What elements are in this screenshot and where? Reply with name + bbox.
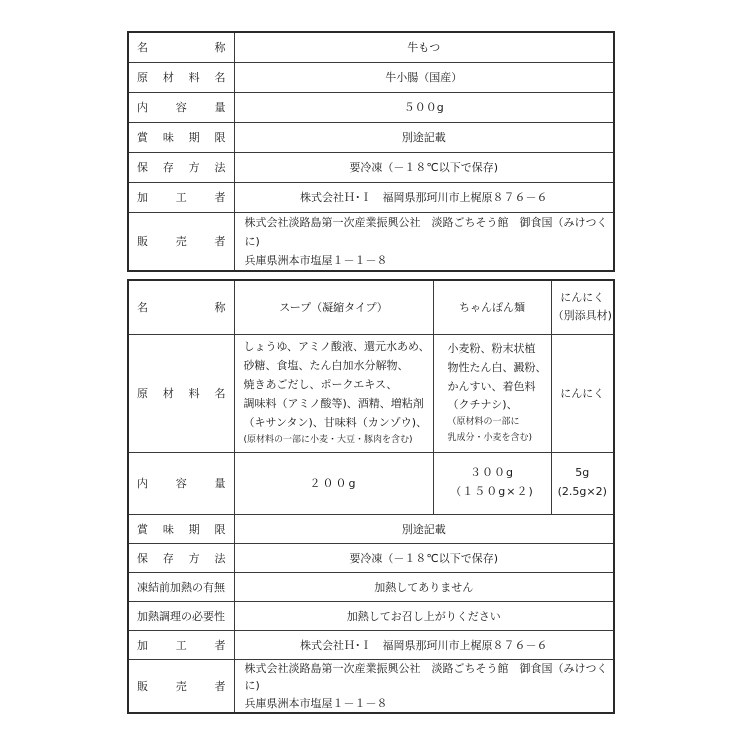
seller-line-2: 兵庫県洲本市塩屋１－１－８ <box>244 254 388 267</box>
noodle-amount <box>433 452 551 514</box>
garlic-amount-line-1: 5g <box>575 466 590 480</box>
row-label <box>128 152 234 182</box>
product-label-table-2 <box>127 279 615 714</box>
noodle-ingredient-line: かんすい、着色料 <box>447 379 536 393</box>
seller-line-1: 株式会社淡路島第一次産業振興公社 淡路ごちそう館 御食国（みけつくに) <box>244 661 608 693</box>
row-label <box>128 32 234 62</box>
garlic-ingredients: にんにく <box>551 334 614 452</box>
row-value: 別途記載 <box>234 122 614 152</box>
garlic-amount-line-2: (2.5g×2) <box>557 485 607 498</box>
noodle-ingredient-line: （クチナシ)、 <box>447 398 518 412</box>
noodle-header: ちゃんぽん麺 <box>433 280 551 334</box>
row-value: 要冷凍（－１８℃以下で保存) <box>234 152 614 182</box>
noodle-ingredient-line: 小麦粉、粉末状植 <box>447 341 536 355</box>
row-label <box>128 334 234 452</box>
justified-label: 加 工 者 <box>137 638 226 652</box>
row-label <box>128 62 234 92</box>
justified-label: 名 称 <box>137 41 226 55</box>
soup-allergen-note: (原材料の一部に小麦・大豆・豚肉を含む) <box>243 434 413 445</box>
row-value: 株式会社Ｈ･Ｉ 福岡県那珂川市上梶原８７６－６ <box>234 182 614 212</box>
row-heated-before-freezing <box>128 572 614 601</box>
justified-label: 名 称 <box>137 301 226 315</box>
soup-ingredient-line: 焼きあごだし、ポークエキス、 <box>243 377 398 391</box>
noodle-ingredients <box>433 334 551 452</box>
garlic-header-line-2: （別添具材) <box>552 309 612 323</box>
noodle-allergen-note-1: （原材料の一部に <box>447 417 520 428</box>
row-best-before <box>128 122 614 152</box>
row-ingredients <box>128 334 614 452</box>
row-processor <box>128 182 614 212</box>
soup-amount: ２００g <box>234 452 433 514</box>
noodle-ingredient-line: 物性たん白、澱粉、 <box>447 360 547 374</box>
justified-label: 加 工 者 <box>137 191 226 204</box>
noodle-amount-line-2: （１５０g×２) <box>450 485 534 498</box>
soup-ingredient-line: （キサンタン)、甘味料（カンゾウ)、 <box>243 415 428 429</box>
product-label-table-1 <box>127 31 615 272</box>
garlic-amount <box>551 452 614 514</box>
row-value <box>234 659 614 713</box>
row-value: 牛小腸（国産） <box>234 62 614 92</box>
row-ingredients <box>128 62 614 92</box>
row-cooking-required <box>128 601 614 630</box>
row-value <box>234 212 614 271</box>
justified-label: 保 存 方 法 <box>137 161 226 174</box>
row-label <box>128 122 234 152</box>
row-amount <box>128 452 614 514</box>
row-value: 要冷凍（－１８℃以下で保存) <box>234 543 614 572</box>
row-value: 別途記載 <box>234 514 614 543</box>
row-label <box>128 659 234 713</box>
justified-label: 販 売 者 <box>137 235 226 249</box>
row-storage <box>128 543 614 572</box>
justified-label: 賞 味 期 限 <box>137 522 226 536</box>
row-label <box>128 543 234 572</box>
row-label <box>128 452 234 514</box>
row-processor <box>128 630 614 659</box>
noodle-amount-line-1: ３００g <box>470 466 514 480</box>
row-seller <box>128 212 614 271</box>
row-name <box>128 280 614 334</box>
row-label <box>128 212 234 271</box>
row-value: 牛もつ <box>234 32 614 62</box>
row-value: 加熱してお召し上がりください <box>234 601 614 630</box>
row-seller <box>128 659 614 713</box>
justified-label: 内 容 量 <box>137 101 226 114</box>
noodle-allergen-note-2: 乳成分・小麦を含む) <box>447 432 533 443</box>
row-value: 加熱してありません <box>234 572 614 601</box>
justified-label: 賞 味 期 限 <box>137 131 226 144</box>
garlic-header-line-1: にんにく <box>560 290 605 304</box>
row-value: ５００g <box>234 92 614 122</box>
soup-ingredients <box>234 334 433 452</box>
justified-label: 販 売 者 <box>137 679 226 693</box>
soup-header: スープ（凝縮タイプ） <box>234 280 433 334</box>
row-label <box>128 182 234 212</box>
soup-ingredient-line: 調味料（アミノ酸等)、酒精、増粘剤 <box>243 396 424 410</box>
row-label <box>128 92 234 122</box>
row-name <box>128 32 614 62</box>
garlic-header <box>551 280 614 334</box>
row-label <box>128 514 234 543</box>
row-amount <box>128 92 614 122</box>
justified-label: 内 容 量 <box>137 477 226 490</box>
justified-label: 原 材 料 名 <box>137 71 226 84</box>
row-best-before <box>128 514 614 543</box>
soup-ingredient-line: 砂糖、食塩、たん白加水分解物、 <box>243 358 409 372</box>
row-label <box>128 630 234 659</box>
row-storage <box>128 152 614 182</box>
row-label: 加熱調理の必要性 <box>128 601 234 630</box>
seller-line-1: 株式会社淡路島第一次産業振興公社 淡路ごちそう館 御食国（みけつくに) <box>244 215 608 248</box>
justified-label: 保 存 方 法 <box>137 551 226 565</box>
justified-label: 原 材 料 名 <box>137 387 226 400</box>
soup-ingredient-line: しょうゆ、アミノ酸液、還元水あめ、 <box>243 340 430 353</box>
seller-line-2: 兵庫県洲本市塩屋１－１－８ <box>244 696 388 710</box>
row-label <box>128 280 234 334</box>
row-label: 凍結前加熱の有無 <box>128 572 234 601</box>
row-value: 株式会社Ｈ･Ｉ 福岡県那珂川市上梶原８７６－６ <box>234 630 614 659</box>
